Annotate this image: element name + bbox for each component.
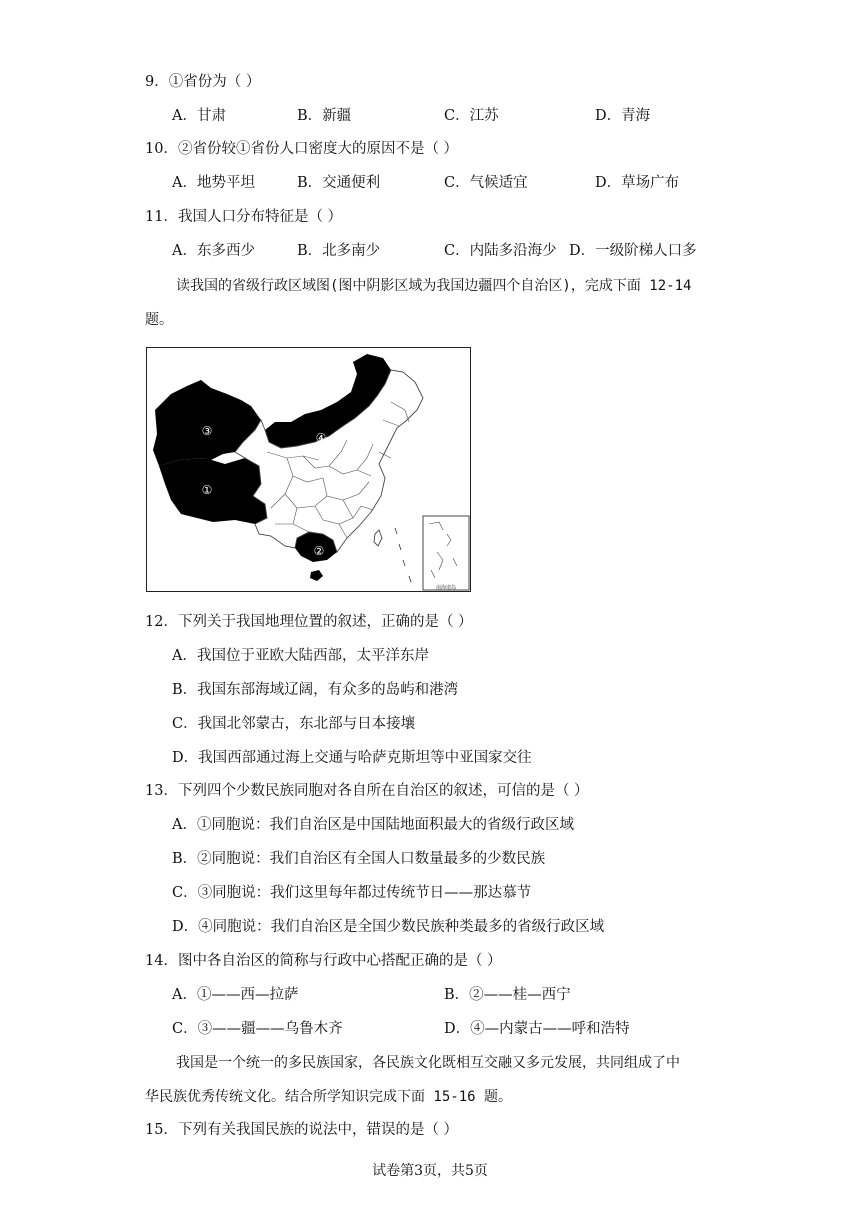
q10-option-a: A．地势平坦 [172,175,255,191]
q12-option-b: B．我国东部海域辽阔，有众多的岛屿和港湾 [172,682,459,698]
q13-option-d: D．④同胞说：我们自治区是全国少数民族种类最多的省级行政区域 [172,919,605,935]
taiwan-shape [374,530,382,546]
question-14-stem: 14．图中各自治区的简称与行政中心搭配正确的是（ ） [145,953,502,969]
q9-option-b: B．新疆 [297,108,352,124]
q12-option-d: D．我国西部通过海上交通与哈萨克斯坦等中亚国家交往 [172,750,532,766]
q13-option-b: B．②同胞说：我们自治区有全国人口数量最多的少数民族 [172,851,546,867]
q14-option-c: C．③——疆——乌鲁木齐 [172,1021,343,1037]
passage-12-14-line2: 题。 [145,312,173,328]
q12-option-a: A．我国位于亚欧大陆西部，太平洋东岸 [172,648,429,664]
question-13-stem: 13．下列四个少数民族同胞对各自所在自治区的叙述，可信的是（ ） [145,783,589,799]
inset-label: 南海诸岛 [435,585,457,591]
q13-option-a: A．①同胞说：我们自治区是中国陆地面积最大的省级行政区域 [172,817,574,833]
passage-15-16-line1: 我国是一个统一的多民族国家，各民族文化既相互交融又多元发展，共同组成了中 [176,1055,680,1071]
q9-option-d: D．青海 [595,108,651,124]
q11-option-b: B．北多南少 [297,243,381,259]
q13-option-c: C．③同胞说：我们这里每年都过传统节日——那达慕节 [172,885,532,901]
china-province-map [146,347,471,592]
q11-option-a: A．东多西少 [172,243,255,259]
map-label-3: ③ [201,424,213,438]
sea-boundary-dashes [395,528,411,582]
q10-option-c: C．气候适宜 [444,175,528,191]
mainland-outline [235,370,423,552]
question-12-stem: 12．下列关于我国地理位置的叙述，正确的是（ ） [145,614,473,630]
question-10-stem: 10．②省份较①省份人口密度大的原因不是（ ） [145,141,459,157]
q10-option-d: D．草场广布 [595,175,680,191]
map-label-2: ② [313,544,325,558]
question-15-stem: 15．下列有关我国民族的说法中，错误的是（ ） [145,1122,459,1138]
q14-option-a: A．①——西—拉萨 [172,987,299,1003]
region-1-shape [159,458,267,524]
question-9-stem: 9．①省份为（ ） [145,74,261,90]
map-label-1: ① [201,483,213,497]
passage-15-16-line2: 华民族优秀传统文化。结合所学知识完成下面 15-16 题。 [145,1089,512,1105]
china-map-drawing [147,348,470,591]
passage-12-14-line1: 读我国的省级行政区域图(图中阴影区域为我国边疆四个自治区)，完成下面 12-14 [176,278,692,294]
q14-option-b: B．②——桂—西宁 [444,987,571,1003]
map-label-4: ④ [315,431,327,445]
q12-option-c: C．我国北邻蒙古，东北部与日本接壤 [172,716,416,732]
south-sea-inset [423,516,469,590]
hainan-shape [310,570,323,581]
page-footer: 试卷第3页，共5页 [372,1163,488,1179]
q11-option-c: C．内陆多沿海少 [444,243,557,259]
q11-option-d: D．一级阶梯人口多 [569,243,697,259]
question-11-stem: 11．我国人口分布特征是（ ） [145,209,343,225]
q9-option-a: A．甘肃 [172,108,226,124]
q9-option-c: C．江苏 [444,108,499,124]
q14-option-d: D．④—内蒙古——呼和浩特 [444,1021,630,1037]
q10-option-b: B．交通便利 [297,175,381,191]
